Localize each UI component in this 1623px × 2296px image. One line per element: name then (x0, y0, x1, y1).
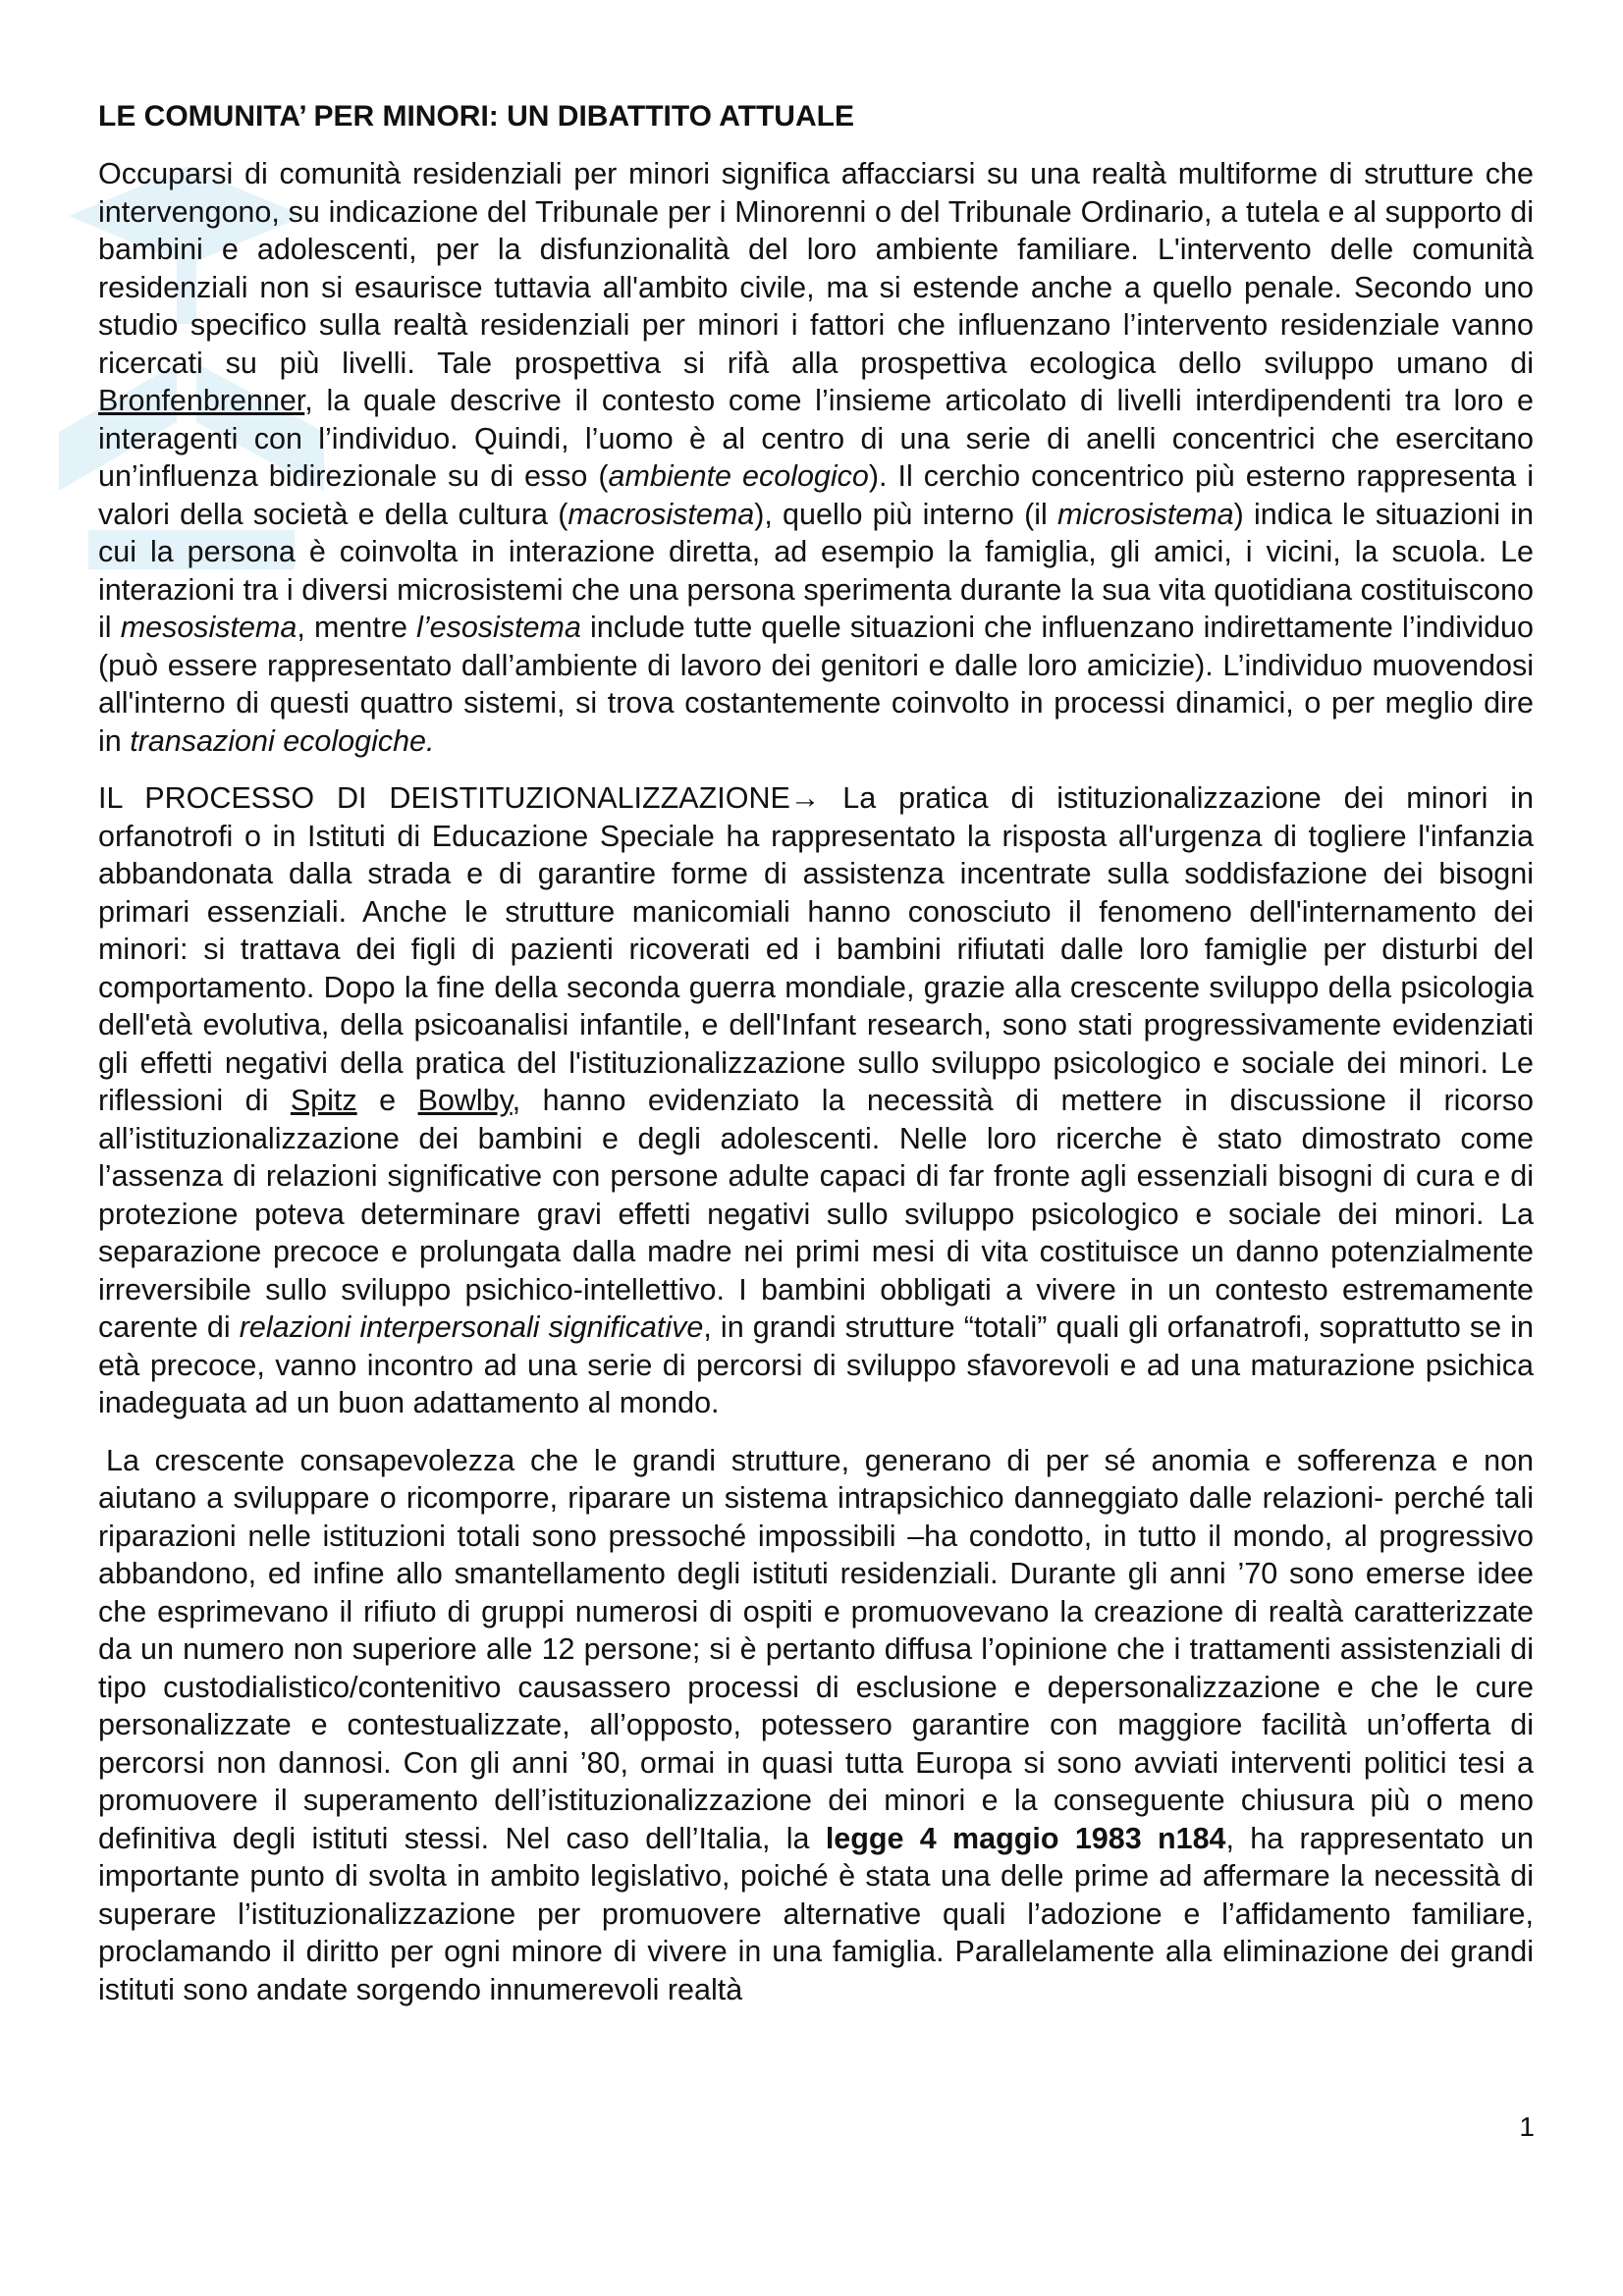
italic-term: mesosistema (120, 611, 298, 644)
document-page (98, 98, 1534, 2028)
link-bronfenbrenner[interactable]: Bronfenbrenner (98, 384, 305, 417)
text-run: , mentre (297, 611, 417, 644)
link-bowlby[interactable]: Bowlby (417, 1084, 513, 1117)
text-run: ) indica le situazioni in cui la persona è coinvolta in interazione diretta, ad esempio la famiglia, gli amici, i vicini, la scuola. Le interazioni tra i diversi microsistemi che una persona sperimenta durante la sua vita quotidiana costituiscono il (98, 497, 1534, 644)
paragraph-deistituzionalizzazione (98, 779, 1534, 1422)
paragraph-intro (98, 155, 1534, 760)
text-run: , ha rappresentato un importante punto di svolta in ambito legislativo, poiché è stata una delle prime ad affermare la necessità di superare l’istituzionalizzazione per promuovere alternative quali l’adozione e l’affidamento familiare, proclamando il diritto per ogni minore di vivere in una famiglia. Parallelamente alla eliminazione dei grandi istituti sono andate sorgendo innumerevoli realtà (98, 1821, 1534, 2006)
text-run: e (356, 1084, 418, 1117)
italic-term: transazioni ecologiche. (130, 723, 435, 758)
text-run: ), quello più interno (il (754, 497, 1057, 531)
italic-term: relazioni interpersonali significative (239, 1310, 704, 1344)
text-run: , hanno evidenziato la necessità di mettere in discussione il ricorso all’istituzionalizzazione dei bambini e degli adolescenti. Nelle loro ricerche è stato dimostrato come l’assenza di relazioni significative con persone adulte capaci di far fronte agli essenziali bisogni di cura e di protezione poteva determinare gravi effetti negativi sullo sviluppo psicologico e sociale dei minori. La separazione precoce e prolungata dalla madre nei primi mesi di vita costituisce un danno potenzialmente irreversibile sullo sviluppo psichico-intellettivo. I bambini obbligati a vivere in un contesto estremamente carente di (98, 1084, 1534, 1344)
text-run: , la quale descrive il contesto come l’insieme articolato di livelli interdipendenti tra loro e interagenti con l’individuo. Quindi, l’uomo è al centro di una serie di anelli concentrici che esercitano un’influenza bidirezionale su di esso ( (98, 384, 1534, 493)
paragraph-consapevolezza (98, 1442, 1534, 2009)
italic-term: microsistema (1057, 497, 1234, 531)
link-spitz[interactable]: Spitz (290, 1084, 357, 1117)
text-run: Occuparsi di comunità residenziali per minori significa affacciarsi su una realtà multiforme di strutture che intervengono, su indicazione del Tribunale per i Minorenni o del Tribunale Ordinario, a tutela e al supporto di bambini e adolescenti, per la disfunzionalità del loro ambiente familiare. L'intervento delle comunità residenziali non si esaurisce tuttavia all'ambito civile, ma si estende anche a quello penale. Secondo uno studio specifico sulla realtà residenziali per minori i fattori che influenzano l’intervento residenziale vanno ricercati su più livelli. Tale prospettiva si rifà alla prospettiva ecologica dello sviluppo umano di (98, 157, 1534, 380)
document-title: LE COMUNITA’ PER MINORI: UN DIBATTITO ATTUALE (98, 100, 854, 133)
bold-law-reference: legge 4 maggio 1983 n184 (825, 1821, 1226, 1855)
italic-term: l’esosistema (416, 611, 581, 644)
italic-term: macrosistema (568, 497, 755, 531)
text-run: La crescente consapevolezza che le grandi strutture, generano di per sé anomia e sofferenza e non aiutano a sviluppare o ricomporre, riparare un sistema intrapsichico danneggiato dalle relazioni- perché tali riparazioni nelle istituzioni totali sono pressoché impossibili –ha condotto, in tutto il mondo, al progressivo abbandono, ed infine allo smantellamento degli istituti residenziali. Durante gli anni ’70 sono emerse idee che esprimevano il rifiuto di gruppi numerosi di ospiti e promuovevano la creazione di realtà caratterizzate da un numero non superiore alle 12 persone; si è pertanto diffusa l’opinione che i trattamenti assistenziali di tipo custodialistico/contenitivo causassero processi di esclusione e depersonalizzazione e che le cure personalizzate e contestualizzate, all’opposto, potessero garantire con maggiore facilità un’offerta di percorsi non dannosi. Con gli anni ’80, ormai in quasi tutta Europa si sono avviati interventi politici tesi a promuovere il superamento dell’istituzionalizzazione dei minori e la conseguente chiusura più o meno definitiva degli istituti stessi. Nel caso dell’Italia, la (98, 1443, 1534, 1855)
text-run: ). Il cerchio concentrico più esterno rappresenta i valori della società e della cultura ( (98, 459, 1534, 531)
italic-term: ambiente ecologico (608, 459, 869, 493)
text-run: IL PROCESSO DI DEISTITUZIONALIZZAZIONE→ La pratica di istituzionalizzazione dei minori in orfanotrofi o in Istituti di Educazione Speciale ha rappresentato la risposta all'urgenza di togliere l'infanzia abbandonata dalla strada e di garantire forme di assistenza incentrate sulla soddisfazione dei bisogni primari essenziali. Anche le strutture manicomiali hanno conosciuto il fenomeno dell'internamento dei minori: si trattava dei figli di pazienti ricoverati ed i bambini rifiutati dalle loro famiglie per disturbi del comportamento. Dopo la fine della seconda guerra mondiale, grazie alla crescente sviluppo della psicologia dell'età evolutiva, della psicoanalisi infantile, e dell'Infant research, sono stati progressivamente evidenziati gli effetti negativi della pratica del l'istituzionalizzazione sullo sviluppo psicologico e sociale dei minori. Le riflessioni di (98, 781, 1534, 1117)
text-run: include tutte quelle situazioni che influenzano indirettamente l’individuo (può essere rappresentato dall’ambiente di lavoro dei genitori e dalle loro amicizie). L’individuo muovendosi all'interno di questi quattro sistemi, si trova costantemente coinvolto in processi dinamici, o per meglio dire in (98, 611, 1534, 758)
page-number: 1 (1519, 2111, 1535, 2142)
text-run: , in grandi strutture “totali” quali gli orfanatrofi, soprattutto se in età precoce, vanno incontro ad una serie di percorsi di sviluppo sfavorevoli e ad una maturazione psichica inadeguata ad un buon adattamento al mondo. (98, 1310, 1535, 1419)
